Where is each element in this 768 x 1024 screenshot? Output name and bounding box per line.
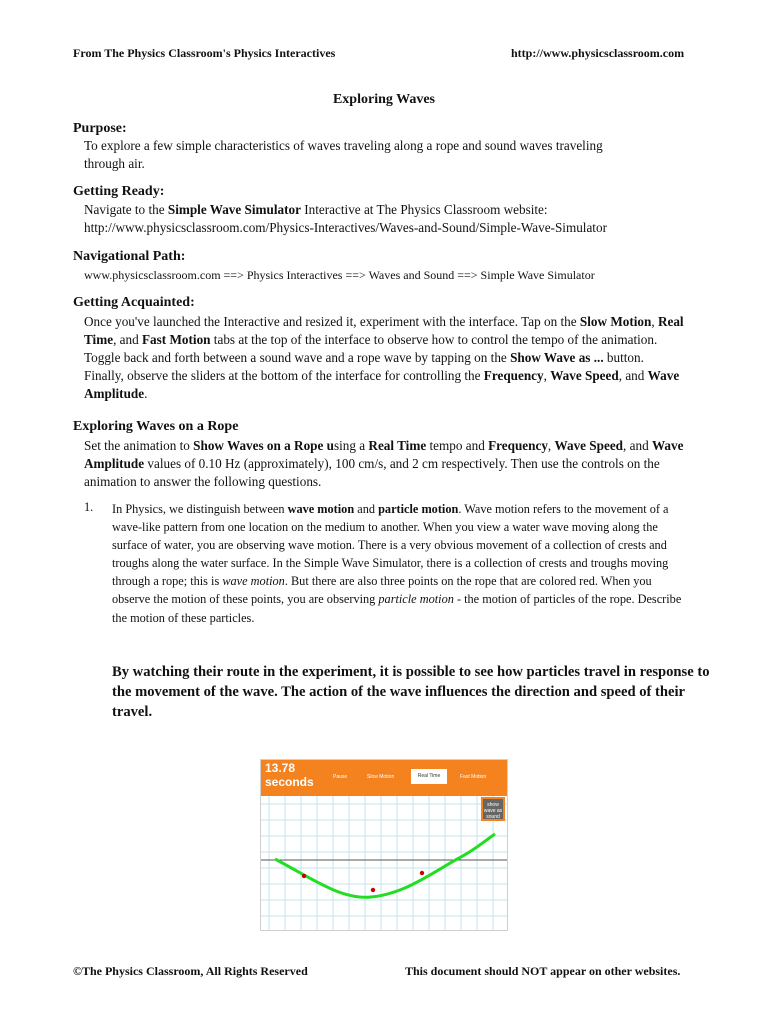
acq-fast-motion: Fast Motion [142, 332, 211, 347]
rope-wave-speed: Wave Speed [554, 438, 624, 453]
getting-ready-pre: Navigate to the [84, 202, 168, 217]
rope-text-6: values of 0.10 Hz (approximately), 100 cm/s, and 2 cm respectively. Then use the controls on the animation to answer the following questions. [84, 456, 660, 489]
acq-text-6: , [543, 368, 551, 383]
acquainted-heading: Getting Acquainted: [73, 295, 195, 310]
rope-particle-2 [371, 888, 375, 892]
tab-pause[interactable]: Pause [333, 774, 348, 780]
q-wave-motion: wave motion [287, 502, 355, 516]
rope-text-1: Set the animation to [84, 438, 194, 453]
acq-wave-speed: Wave Speed [550, 368, 619, 383]
tab-slow-motion[interactable]: Slow Motion [367, 774, 395, 780]
rope-text [84, 437, 684, 491]
q-particle-motion: particle motion [378, 502, 459, 516]
simulator-name: Simple Wave Simulator [167, 202, 301, 217]
simulator-toolbar [261, 760, 507, 796]
getting-ready-text [84, 201, 684, 237]
btn-line-2: wave as [483, 808, 503, 814]
purpose-line-2: through air. [84, 156, 145, 171]
elapsed-time [265, 761, 314, 789]
purpose-text [84, 137, 684, 173]
getting-ready-heading: Getting Ready: [73, 184, 165, 199]
q-wave-motion-italic: wave motion [222, 574, 285, 589]
rope-heading: Exploring Waves on a Rope [73, 419, 239, 434]
nav-path-text: www.physicsclassroom.com ==> Physics Interactives ==> Waves and Sound ==> Simple Wave Simulator [84, 268, 595, 282]
q-text-2: and [354, 502, 379, 516]
rope-show-waves: Show Waves on a Rope u [193, 438, 334, 453]
simulator-screenshot [261, 760, 507, 930]
acq-wave-amplitude: Wave Amplitude [84, 368, 680, 401]
acq-frequency: Frequency [483, 368, 544, 383]
simulator-url[interactable]: http://www.physicsclassroom.com/Physics-Interactives/Waves-and-Sound/Simple-Wave-Simulator [84, 220, 607, 235]
q-text-4: . But there are also three points on the rope that are colored red. When you observe the motion of these points, you are observing [112, 574, 652, 607]
q-text-5: - the motion of particles of the rope. Describe the motion of these particles. [112, 592, 682, 625]
acq-slow-motion: Slow Motion [579, 314, 652, 329]
rope-text-3: tempo and [426, 438, 489, 453]
acq-text-4: tabs at the top of the interface to observe how to control the tempo of the animation. Toggle back and forth between a sound wave and a rope wave by tapping on the [84, 332, 658, 365]
question-number: 1. [84, 500, 94, 514]
rope-text-5: , and [623, 438, 652, 453]
rope-frequency: Frequency [488, 438, 548, 453]
acq-text-5: button. Finally, observe the sliders at the bottom of the interface for controlling the [84, 350, 644, 383]
rope-wave-amplitude: Wave Amplitude [84, 438, 684, 471]
acq-text-1: Once you've launched the Interactive and resized it, experiment with the interface. Tap on the [84, 314, 580, 329]
getting-ready-post: Interactive at The Physics Classroom website: [300, 202, 548, 217]
rope-particle-1 [302, 874, 306, 878]
tab-real-time[interactable]: Real Time [411, 769, 447, 784]
nav-path-heading: Navigational Path: [73, 249, 186, 264]
show-wave-as-sound-button[interactable] [481, 797, 505, 821]
rope-wave [275, 834, 495, 897]
rope-particle-3 [420, 871, 424, 875]
footer-copyright: ©The Physics Classroom, All Rights Reserved [73, 964, 308, 978]
acq-real-time: Real Time [84, 314, 684, 347]
answer-text: By watching their route in the experiment, it is possible to see how particles travel in response to the movement of the wave. The action of the wave influences the direction and speed of their travel. [112, 664, 710, 720]
grid-lines [261, 796, 507, 930]
rope-text-2: sing a [333, 438, 369, 453]
q-particle-motion-italic: particle motion [378, 592, 454, 607]
question-text [112, 500, 686, 627]
header-source: From The Physics Classroom's Physics Interactives [73, 46, 336, 60]
tab-fast-motion[interactable]: Fast Motion [460, 774, 487, 780]
btn-line-3: sound [486, 814, 500, 820]
purpose-line-1: To explore a few simple characteristics of waves traveling along a rope and sound waves traveling [84, 138, 603, 153]
header-url[interactable]: http://www.physicsclassroom.com [511, 46, 685, 60]
acq-text-7: , and [618, 368, 648, 383]
footer-notice: This document should NOT appear on other websites. [405, 964, 681, 978]
btn-line-1: show [487, 802, 499, 808]
q-text-3: . Wave motion refers to the movement of a wave-like pattern from one location on the medium to another. When you view a water wave moving along the surface of water, you are observing wave motion. There is a very obvious movement of a collection of crests and troughs along the water surface. In the Simple Wave Simulator, there is a collection of crests and troughs moving through a rope; this is [112, 502, 669, 589]
rope-text-4: , [547, 438, 555, 453]
purpose-heading: Purpose: [73, 121, 127, 136]
rope-real-time: Real Time [368, 438, 427, 453]
q-text-1: In Physics, we distinguish between [112, 502, 288, 516]
acq-text-3: , and [113, 332, 142, 347]
acq-show-wave: Show Wave as ... [510, 350, 604, 365]
page-title: Exploring Waves [332, 92, 436, 107]
acq-text-8: . [144, 386, 148, 401]
acq-text-2: , [651, 314, 658, 329]
elapsed-time-value: 13.78 [265, 761, 296, 775]
acquainted-text [84, 313, 684, 403]
elapsed-time-unit: seconds [265, 775, 314, 789]
